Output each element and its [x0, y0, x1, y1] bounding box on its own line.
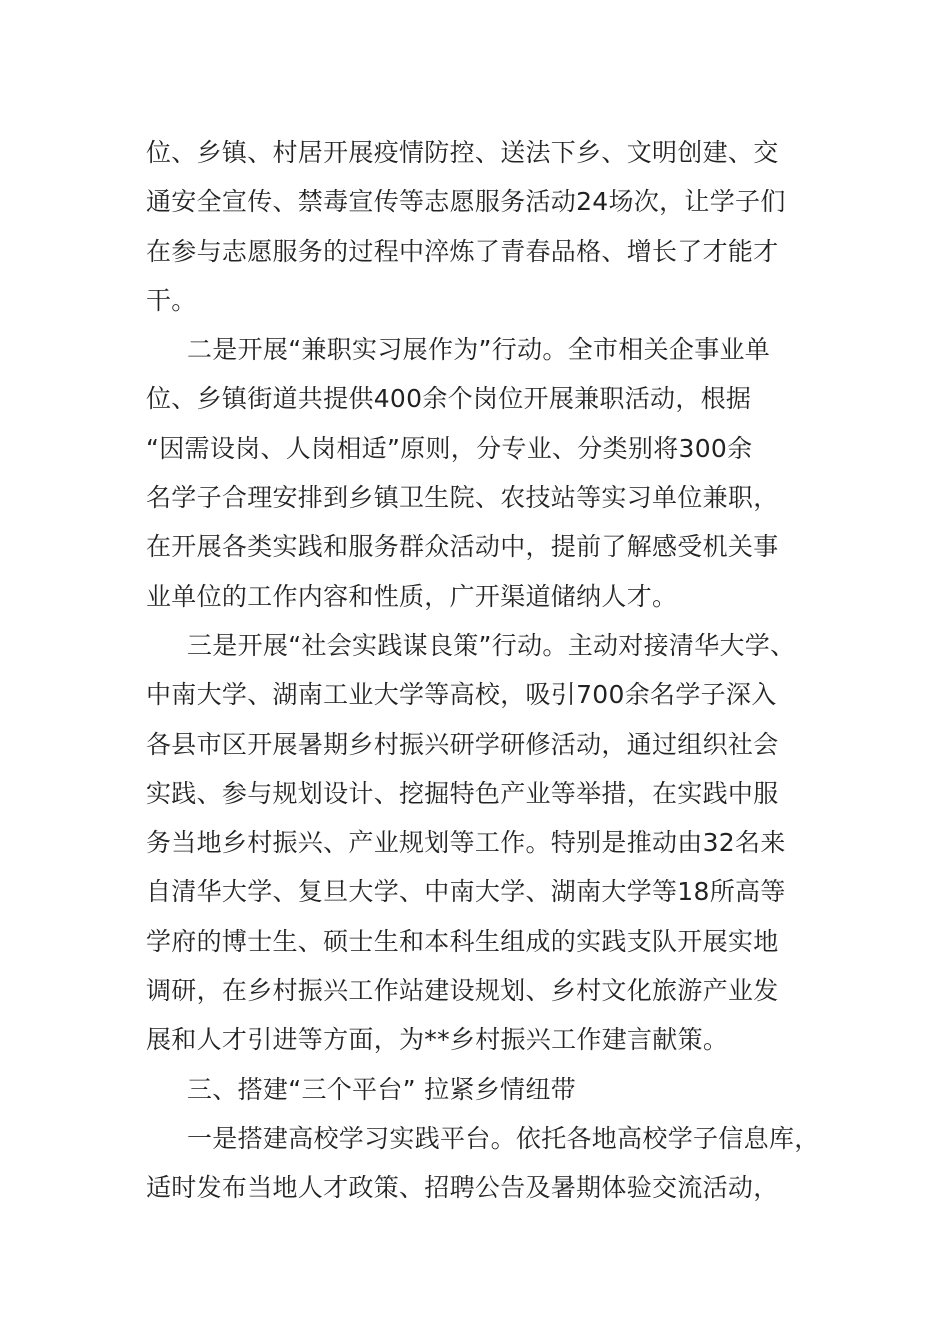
text-line: “因需设岗、人岗相适”原则，分专业、分类别将300余 [146, 433, 753, 463]
text-line: 实践、参与规划设计、挖掘特色产业等举措，在实践中服 [146, 778, 779, 808]
text-line: 位、乡镇、村居开展疫情防控、送法下乡、文明创建、交 [146, 138, 779, 167]
paragraph-start-line: 二是开展“兼职实习展作为”行动。全市相关企事业单 [187, 335, 771, 365]
text-line: 学府的博士生、硕士生和本科生组成的实践支队开展实地 [146, 926, 779, 956]
text-line: 在参与志愿服务的过程中淬炼了青春品格、增长了才能才 [146, 236, 779, 266]
paragraph-start-line: 一是搭建高校学习实践平台。依托各地高校学子信息库， [187, 1123, 820, 1153]
document-body [146, 128, 836, 1213]
text-line: 各县市区开展暑期乡村振兴研学研修活动，通过组织社会 [146, 729, 779, 759]
text-line: 务当地乡村振兴、产业规划等工作。特别是推动由32名来 [146, 828, 786, 858]
text-line: 位、乡镇街道共提供400余个岗位开展兼职活动，根据 [146, 384, 752, 414]
text-line: 在开展各类实践和服务群众活动中，提前了解感受机关事 [146, 532, 779, 562]
text-line: 适时发布当地人才政策、招聘公告及暑期体验交流活动， [146, 1173, 779, 1203]
text-line: 展和人才引进等方面，为**乡村振兴工作建言献策。 [146, 1025, 729, 1055]
paragraph-start-line: 三是开展“社会实践谋良策”行动。主动对接清华大学、 [187, 630, 796, 660]
section-heading: 三、搭建“三个平台” 拉紧乡情纽带 [187, 1074, 576, 1104]
text-line: 中南大学、湖南工业大学等高校，吸引700余名学子深入 [146, 680, 777, 710]
text-line: 调研，在乡村振兴工作站建设规划、乡村文化旅游产业发 [146, 976, 779, 1006]
text-line: 自清华大学、复旦大学、中南大学、湖南大学等18所高等 [146, 877, 786, 907]
text-line: 干。 [146, 285, 197, 315]
text-line: 业单位的工作内容和性质，广开渠道储纳人才。 [146, 581, 678, 611]
text-line: 通安全宣传、禁毒宣传等志愿服务活动24场次，让学子们 [146, 187, 786, 217]
text-line: 名学子合理安排到乡镇卫生院、农技站等实习单位兼职， [146, 483, 779, 513]
